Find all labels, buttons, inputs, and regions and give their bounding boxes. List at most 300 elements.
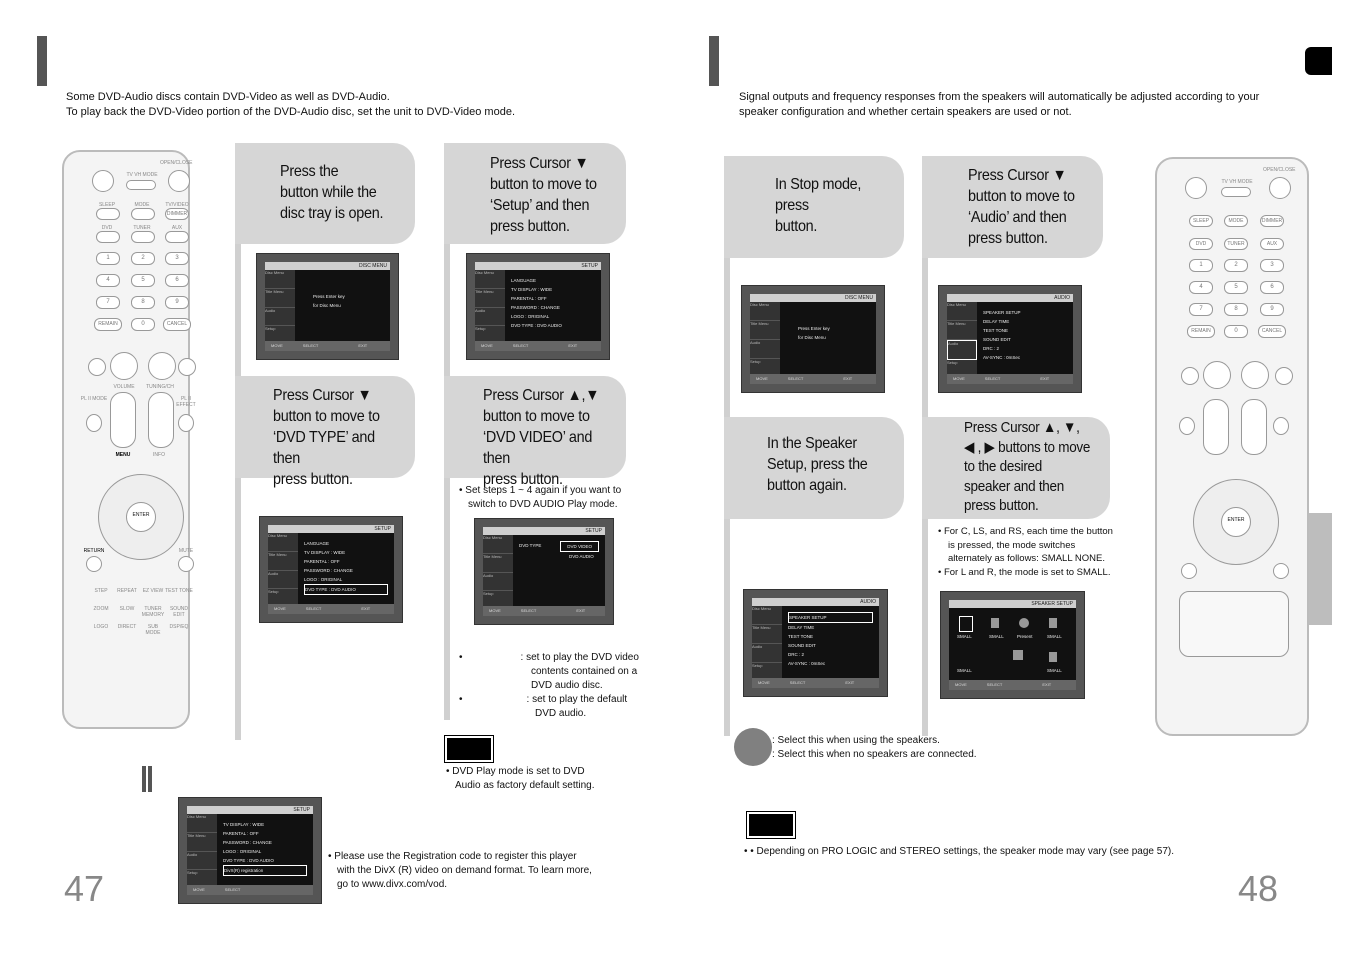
menu-row: LOGO : ORIGINAL [223,849,262,854]
dsp-eq-label: DSP/EQ [169,624,189,630]
step-label: STEP [94,588,108,594]
right-step4-line4: speaker and then [964,477,1065,495]
speaker-label-c: SMALL [957,634,972,639]
foot-select: SELECT [305,606,322,611]
menu-row: TV DISPLAY : WIDE [511,287,553,292]
side-item: Audio [752,644,782,663]
mode-button[interactable]: MODE [1224,215,1248,227]
left-step4-line1: Press Cursor ▲,▼ [483,387,600,404]
speaker-grid [953,612,1072,676]
side-item: Disc Menu [947,302,977,321]
side-item: Setup [187,870,217,889]
sub-mode-label: SUB MODE [145,624,161,636]
speaker-mode-circle-icon [734,728,772,766]
side-item: Disc Menu [187,814,217,833]
zoom-label: ZOOM [93,606,109,612]
side-item: Setup [750,359,780,378]
screen-title: DISC MENU [844,295,873,301]
speaker-label-r: SMALL [1047,634,1062,639]
page-number-left: 47 [64,868,105,909]
menu-row: LOGO : ORIGINAL [304,577,343,582]
right-step2-card [922,156,1103,258]
screen-speaker-setup-select [743,589,888,697]
pl2-mode-label: PL II MODE [80,396,108,402]
screen-disc-menu-right [741,285,885,393]
dvd-button[interactable]: DVD [1189,238,1213,250]
left-step1-line3: disc tray is open. [280,205,384,222]
menu-row: DVD TYPE [519,543,542,548]
menu-row: DELAY TIME [788,625,815,630]
digit-0-button[interactable]: 0 [1224,325,1248,338]
side-item: Audio [750,340,780,359]
screen-title: SETUP [374,526,391,532]
stop-button[interactable] [1203,361,1231,389]
side-item: Setup [265,326,295,345]
speaker-icon [1049,652,1057,662]
aux-button[interactable] [165,231,189,243]
play-pause-button[interactable] [148,352,176,380]
sleep-label: SLEEP [98,202,116,208]
remote-control-right [1155,157,1309,736]
side-item: Title Menu [750,321,780,340]
right-step4-line2: ◀ , ▶ buttons to move [964,438,1091,456]
speaker-icon [1049,618,1057,628]
mute-button[interactable] [1273,563,1289,579]
side-item: Title Menu [265,289,295,308]
pl2-effect-label: PL II EFFECT [176,396,196,408]
volume-rocker[interactable] [110,392,136,448]
digit-8-button[interactable]: 8 [1224,303,1248,316]
step4-note-line1: • Set steps 1 ~ 4 again if you want to [459,485,622,496]
side-item: Setup [268,589,298,608]
left-col2-line [444,240,450,720]
tuner-memory-label: TUNER MEMORY [141,606,165,618]
right-step1-line3: button. [775,218,818,235]
dimmer-button[interactable]: DIMMER [165,208,189,220]
digit-2-button[interactable]: 2 [1224,259,1248,272]
foot-select: SELECT [224,887,241,892]
open-close-label: OPEN/CLOSE [1263,167,1296,173]
slow-label: SLOW [119,606,135,612]
side-item: Audio [483,573,513,592]
open-close-label: OPEN/CLOSE [160,160,193,166]
repeat-label: REPEAT [117,588,137,594]
foot-select: SELECT [512,343,529,348]
enter-button[interactable] [1221,507,1251,537]
menu-row-selected: DVD TYPE : DVD AUDIO [304,584,388,595]
left-step1-line2: button while the [280,184,377,201]
screen-title: DISC MENU [358,263,387,269]
screen-title: SETUP [293,807,310,813]
right-step4-notes [938,525,1123,579]
foot-select: SELECT [520,608,537,613]
screen-title: SPEAKER SETUP [1031,601,1073,607]
speaker-icon [991,618,999,628]
menu-row-selected: SPEAKER SETUP [788,612,873,623]
left-step2-line2: button to move to [490,176,597,193]
digit-8-button[interactable]: 8 [131,296,155,309]
remain-button[interactable]: REMAIN [1187,325,1215,338]
menu-row: DVD TYPE : DVD AUDIO [223,858,274,863]
left-step4-line2: button to move to [483,408,590,425]
right-step1-card [724,156,904,258]
side-item: Title Menu [947,321,977,340]
foot-move: MOVE [489,608,501,613]
right-step3-line1: In the Speaker [767,435,857,452]
left-step3-line2: button to move to [273,408,380,425]
left-step2-line1: Press Cursor ▼ [490,155,589,172]
left-step4-text [483,385,612,490]
step4-notes-line2: is pressed, the mode switches [948,539,1076,551]
sleep-button[interactable] [96,208,120,220]
foot-move: MOVE [481,343,493,348]
volume-label: VOLUME [113,384,135,390]
tuning-rocker[interactable] [148,392,174,448]
tuner-label: TUNER [133,225,151,231]
sound-edit-label: SOUND EDIT [169,606,189,618]
dvd-button[interactable] [96,231,120,243]
right-footer-note [744,845,1304,859]
foot-exit: EXIT [845,680,855,685]
tv-dvd-switch[interactable] [1221,187,1251,197]
right-step3-text [767,433,868,496]
screen-dvd-type-setup [259,516,403,623]
divx-note-line1: • Please use the Registration code to register this player [328,851,577,862]
option-line4: • : set to play the default [459,694,628,705]
screen-text: for Disc Menu [313,303,341,308]
right-step4-line1: Press Cursor ▲, ▼, [964,419,1080,436]
digit-5-button[interactable]: 5 [1224,281,1248,294]
mode-label: MODE [134,202,150,208]
side-item: Audio [265,308,295,327]
cancel-button[interactable]: CANCEL [1258,325,1286,338]
enter-button[interactable] [126,502,156,532]
pl2-mode-button[interactable] [86,414,102,432]
menu-row: PARENTAL : OFF [304,559,340,564]
sleep-button[interactable]: SLEEP [1189,215,1213,227]
option-line3: DVD audio disc. [531,680,603,691]
screen-dvd-video-select [474,518,614,625]
foot-move: MOVE [193,887,205,892]
side-item: Audio [268,571,298,590]
menu-label: MENU [115,452,131,458]
divx-section-marker [142,766,152,792]
note-icon-right [747,812,795,838]
left-step4-note [459,484,639,512]
footer-note-text: • Depending on PRO LOGIC and STEREO settings, the speaker mode may vary (see page 57). [750,846,1174,857]
digit-1-button[interactable]: 1 [1189,259,1213,272]
left-step2-card [444,143,626,244]
mute-button[interactable] [178,556,194,572]
menu-row: DRC : 2 [983,346,1000,351]
default-note-line2: Audio as factory default setting. [455,780,595,791]
menu-row: DELAY TIME [983,319,1010,324]
footer-bullet: • [744,846,751,857]
divx-note [328,850,628,892]
screen-disc-menu-left [256,253,399,360]
left-step2-line3: ‘Setup’ and then [490,197,590,214]
remain-button[interactable]: REMAIN [94,318,122,331]
side-item: Disc Menu [268,533,298,552]
screen-text: Press Enter key [313,294,345,299]
mute-label: MUTE [178,548,194,554]
side-item: Setup [483,591,513,610]
digit-6-button[interactable]: 6 [1260,281,1284,294]
right-step4-text [964,418,1090,516]
screen-title: AUDIO [860,599,876,605]
step4-notes-line4: • For L and R, the mode is set to SMALL. [938,566,1111,578]
page-number-right: 48 [1238,868,1279,909]
power-button[interactable] [92,170,114,192]
right-intro-line1: Signal outputs and frequency responses from the speakers will automatically be adjusted according to your [739,91,1260,103]
pl2-effect-button[interactable] [1273,417,1289,435]
foot-select: SELECT [787,376,804,381]
digit-7-button[interactable]: 7 [96,296,120,309]
digit-3-button[interactable]: 3 [165,252,189,265]
tv-video-label: TV VH MODE [1221,179,1253,185]
open-close-button[interactable] [1269,177,1291,199]
screen-text: for Disc Menu [798,335,826,340]
remote-control-left [62,150,196,729]
foot-select: SELECT [302,343,319,348]
menu-row: TV DISPLAY : WIDE [223,822,265,827]
open-close-button[interactable] [168,170,190,192]
digit-2-button[interactable]: 2 [131,252,155,265]
left-step3-text [273,385,401,490]
screen-setup-left [466,253,610,360]
screen-title: SETUP [585,528,602,534]
skip-back-button[interactable] [1181,367,1199,385]
foot-move: MOVE [953,376,965,381]
foot-exit: EXIT [576,608,586,613]
dvd-label: DVD [101,225,113,231]
stop-button[interactable] [110,352,138,380]
right-step4-line3: to the desired [964,458,1043,475]
divx-note-line3: go to www.divx.com/vod. [337,879,448,890]
enter-label: ENTER [1227,517,1245,523]
menu-row: TV DISPLAY : WIDE [304,550,346,555]
foot-move: MOVE [274,606,286,611]
right-step4-line5: press button. [964,497,1039,514]
dimmer-button[interactable]: DIMMER [1260,215,1284,227]
default-mode-note [446,765,626,793]
tuning-rocker[interactable] [1241,399,1267,455]
screen-title: AUDIO [1054,295,1070,301]
tv-video-label: TV VH MODE [126,172,158,178]
right-step2-text [968,165,1075,249]
skip-forward-button[interactable] [178,358,196,376]
right-intro-line2: speaker configuration and whether certain speakers are used or not. [739,106,1072,118]
menu-row: SPEAKER SETUP [983,310,1021,315]
side-item: Title Menu [187,833,217,852]
left-step2-line4: press button. [490,218,570,235]
digit-1-button[interactable]: 1 [96,252,120,265]
logo-label: LOGO [93,624,109,630]
digit-9-button[interactable]: 9 [165,296,189,309]
foot-select: SELECT [984,376,1001,381]
tuner-button[interactable] [131,231,155,243]
side-item: Disc Menu [265,270,295,289]
left-col1-line [235,240,241,740]
pl2-effect-button[interactable] [178,414,194,432]
default-note-line1: • DVD Play mode is set to DVD [446,766,585,777]
screen-text: Press Enter key [798,326,830,331]
foot-exit: EXIT [1042,682,1052,687]
left-step4-line3: ‘DVD VIDEO’ and then [483,429,593,467]
side-item: Disc Menu [752,606,782,625]
right-step1-line2: press [775,197,809,214]
side-item: Disc Menu [483,535,513,554]
aux-label: AUX [171,225,183,231]
step4-notes-line3: alternately as follows: SMALL NONE. [948,553,1105,564]
chapter-tab [1305,47,1332,75]
right-step2-line3: ‘Audio’ and then [968,209,1067,226]
direct-label: DIRECT [117,624,137,630]
side-item: Audio [475,308,505,327]
digit-4-button[interactable]: 4 [1189,281,1213,294]
return-button[interactable] [86,556,102,572]
mode-button[interactable] [131,208,155,220]
foot-move: MOVE [756,376,768,381]
speaker-label-rs: SMALL [1047,668,1062,673]
right-step1-text [775,174,861,237]
menu-row: LANGUAGE [511,278,537,283]
left-step3-line4: press button. [273,471,353,488]
foot-exit: EXIT [361,606,371,611]
side-item: Audio [947,340,977,360]
right-step4-card [922,417,1110,519]
right-step1-line1: In Stop mode, [775,176,862,193]
menu-row: SOUND EDIT [983,337,1011,342]
digit-7-button[interactable]: 7 [1189,303,1213,316]
menu-row: AV-SYNC : 0mSec [983,355,1021,360]
play-pause-button[interactable] [1241,361,1269,389]
menu-option-selected: DVD VIDEO [560,541,599,552]
divx-note-line2: with the DivX (R) video on demand format. To learn more, [337,865,592,876]
dvd-option-notes [459,651,649,721]
side-item: Setup [475,326,505,345]
tv-dvd-switch[interactable] [126,180,156,190]
right-step3-card [724,417,904,519]
foot-move: MOVE [271,343,283,348]
digit-9-button[interactable]: 9 [1260,303,1284,316]
speaker-mode-line1: : Select this when using the speakers. [772,735,940,746]
digit-3-button[interactable]: 3 [1260,259,1284,272]
menu-row: PASSWORD : CHANGE [223,840,272,845]
left-step2-text [490,153,597,237]
right-title-bar [709,36,719,86]
return-label: RETURN [83,548,105,554]
side-item: Setup [752,663,782,682]
aux-button[interactable]: AUX [1260,238,1284,250]
step4-notes-line1: • For C, LS, and RS, each time the button [938,526,1113,537]
menu-row-selected: DivX(R) registration [223,865,307,876]
menu-row: LOGO : ORIGINAL [511,314,550,319]
speaker-icon [959,616,973,632]
right-step3-line3: button again. [767,477,847,494]
note-icon-left [445,736,493,762]
tuner-video-label: TV/VIDEO [165,202,189,208]
right-step2-line2: button to move to [968,188,1075,205]
left-step1-text [280,161,383,224]
speaker-mode-line2: : Select this when no speakers are connected. [772,749,977,760]
tuning-label: TUNING/CH [146,384,174,390]
option-line5: DVD audio. [535,708,587,719]
menu-row: PASSWORD : CHANGE [304,568,353,573]
digit-6-button[interactable]: 6 [165,274,189,287]
enter-label: ENTER [132,512,150,518]
speaker-icon [1019,618,1029,628]
menu-row: SOUND EDIT [788,643,816,648]
menu-row: PARENTAL : OFF [223,831,259,836]
screen-divx-registration [178,797,322,904]
cancel-button[interactable]: CANCEL [163,318,191,331]
menu-row: TEST TONE [983,328,1009,333]
left-step3-line1: Press Cursor ▼ [273,387,372,404]
side-item: Setup [947,360,977,379]
left-intro-line2: To play back the DVD-Video portion of the DVD-Audio disc, set the unit to DVD-Video mode. [66,106,515,118]
side-item: Audio [187,852,217,871]
left-intro [66,90,626,120]
menu-row: TEST TONE [788,634,814,639]
side-index-tab [1308,513,1332,625]
digit-5-button[interactable]: 5 [131,274,155,287]
speaker-mode-notes [772,734,1032,762]
menu-row: DVD TYPE : DVD AUDIO [511,323,562,328]
return-button[interactable] [1181,563,1197,579]
foot-exit: EXIT [568,343,578,348]
speaker-label-sw: Present [1017,634,1033,639]
tuner-button[interactable]: TUNER [1224,238,1248,250]
left-step1-line1: Press the [280,163,339,180]
left-step3-line3: ‘DVD TYPE’ and then [273,429,375,467]
right-step2-line4: press button. [968,230,1048,247]
foot-move: MOVE [955,682,967,687]
menu-row: LANGUAGE [304,541,330,546]
side-item: Title Menu [475,289,505,308]
right-step2-line1: Press Cursor ▼ [968,167,1067,184]
step4-note-line2: switch to DVD AUDIO Play mode. [468,499,618,510]
foot-exit: EXIT [843,376,853,381]
foot-select: SELECT [789,680,806,685]
screen-speaker-setup [940,591,1085,699]
menu-option: DVD AUDIO [569,554,594,559]
skip-back-button[interactable] [88,358,106,376]
menu-row: DRC : 2 [788,652,805,657]
pl2-mode-button[interactable] [1179,417,1195,435]
skip-forward-button[interactable] [1275,367,1293,385]
volume-rocker[interactable] [1203,399,1229,455]
power-button[interactable] [1185,177,1207,199]
info-label: INFO [153,452,165,458]
foot-move: MOVE [758,680,770,685]
digit-0-button[interactable]: 0 [131,318,155,331]
left-title-bar [37,36,47,86]
digit-4-button[interactable]: 4 [96,274,120,287]
menu-row: PASSWORD : CHANGE [511,305,560,310]
left-step4-line4: press button. [483,471,563,488]
foot-select: SELECT [986,682,1003,687]
option-line1: • : set to play the DVD video [459,652,639,663]
side-item: Title Menu [752,625,782,644]
left-step3-card [235,376,415,488]
test-tone-label: TEST TONE [165,588,193,594]
screen-audio-right [938,285,1082,393]
side-item: Disc Menu [475,270,505,289]
speaker-label-ls: SMALL [957,668,972,673]
side-item: Title Menu [483,554,513,573]
right-intro [739,90,1319,120]
